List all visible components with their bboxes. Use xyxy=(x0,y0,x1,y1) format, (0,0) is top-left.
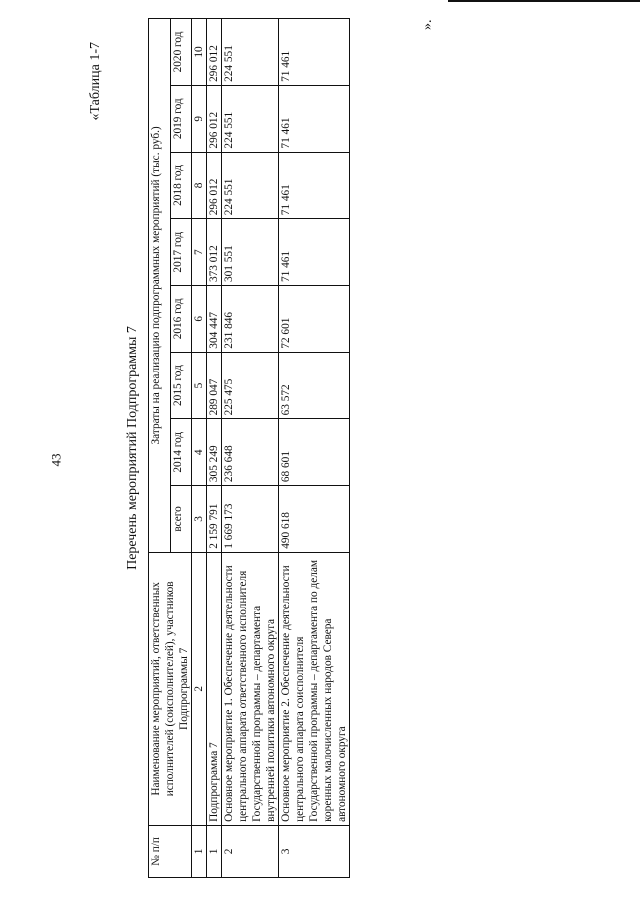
row-value-2015: 289 047 xyxy=(207,352,222,419)
header-year-2018: 2018 год xyxy=(170,152,192,219)
header-total: всего xyxy=(170,486,192,553)
row-value-2017: 301 551 xyxy=(222,219,279,286)
table-label: «Таблица 1-7 xyxy=(88,42,103,121)
column-number: 5 xyxy=(192,352,207,419)
header-year-2014: 2014 год xyxy=(170,419,192,486)
column-number: 10 xyxy=(192,19,207,86)
header-year-2017: 2017 год xyxy=(170,219,192,286)
row-value-2014: 236 648 xyxy=(222,419,279,486)
header-costs-group: Затраты на реализацию подпрограммных мероприятий (тыс. руб.) xyxy=(149,19,171,553)
row-value-2018: 224 551 xyxy=(222,152,279,219)
row-value-2019: 71 461 xyxy=(279,85,350,152)
column-number-row xyxy=(192,19,207,878)
row-value-2018: 71 461 xyxy=(279,152,350,219)
column-number: 4 xyxy=(192,419,207,486)
column-number: 8 xyxy=(192,152,207,219)
row-name: Основное мероприятие 2. Обеспечение деятельности центрального аппарата соисполнителя Государственной программы – департамента по делам коренных малочисленных народов Севера автономного округа xyxy=(279,552,350,825)
row-value-2016: 231 846 xyxy=(222,285,279,352)
page-number: 43 xyxy=(48,453,64,467)
row-value-2017: 71 461 xyxy=(279,219,350,286)
header-year-2015: 2015 год xyxy=(170,352,192,419)
row-name: Подпрограмма 7 xyxy=(207,552,222,825)
row-num: 2 xyxy=(222,825,279,877)
row-value-2016: 72 601 xyxy=(279,285,350,352)
row-value-2020: 296 012 xyxy=(207,19,222,86)
row-value-2015: 63 572 xyxy=(279,352,350,419)
row-num: 1 xyxy=(207,825,222,877)
document-title: Перечень мероприятий Подпрограммы 7 xyxy=(125,326,140,570)
column-number: 6 xyxy=(192,285,207,352)
header-num: № п/п xyxy=(149,825,192,877)
column-number: 2 xyxy=(192,552,207,825)
column-number: 1 xyxy=(192,825,207,877)
row-total: 2 159 791 xyxy=(207,486,222,553)
row-value-2014: 68 601 xyxy=(279,419,350,486)
row-total: 490 618 xyxy=(279,486,350,553)
row-value-2014: 305 249 xyxy=(207,419,222,486)
table-row xyxy=(222,19,279,878)
row-value-2015: 225 475 xyxy=(222,352,279,419)
column-number: 3 xyxy=(192,486,207,553)
row-value-2020: 71 461 xyxy=(279,19,350,86)
table-row xyxy=(279,19,350,878)
column-number: 7 xyxy=(192,219,207,286)
row-value-2017: 373 012 xyxy=(207,219,222,286)
header-year-2019: 2019 год xyxy=(170,85,192,152)
measures-table xyxy=(148,18,350,878)
table-row xyxy=(207,19,222,878)
row-value-2018: 296 012 xyxy=(207,152,222,219)
header-year-2020: 2020 год xyxy=(170,19,192,86)
row-value-2016: 304 447 xyxy=(207,285,222,352)
closing-quote: ». xyxy=(420,19,435,30)
column-number: 9 xyxy=(192,85,207,152)
row-value-2020: 224 551 xyxy=(222,19,279,86)
row-num: 3 xyxy=(279,825,350,877)
header-year-2016: 2016 год xyxy=(170,285,192,352)
header-name: Наименование мероприятий, ответственных исполнителей (соисполнителей), участников Подпрограммы 7 xyxy=(149,552,192,825)
row-total: 1 669 173 xyxy=(222,486,279,553)
top-rule xyxy=(448,0,640,2)
row-value-2019: 224 551 xyxy=(222,85,279,152)
row-value-2019: 296 012 xyxy=(207,85,222,152)
row-name: Основное мероприятие 1. Обеспечение деятельности центрального аппарата ответственного исполнителя Государственной программы – департамента внутренней политики автономного округа xyxy=(222,552,279,825)
rotated-page-content xyxy=(88,18,508,878)
